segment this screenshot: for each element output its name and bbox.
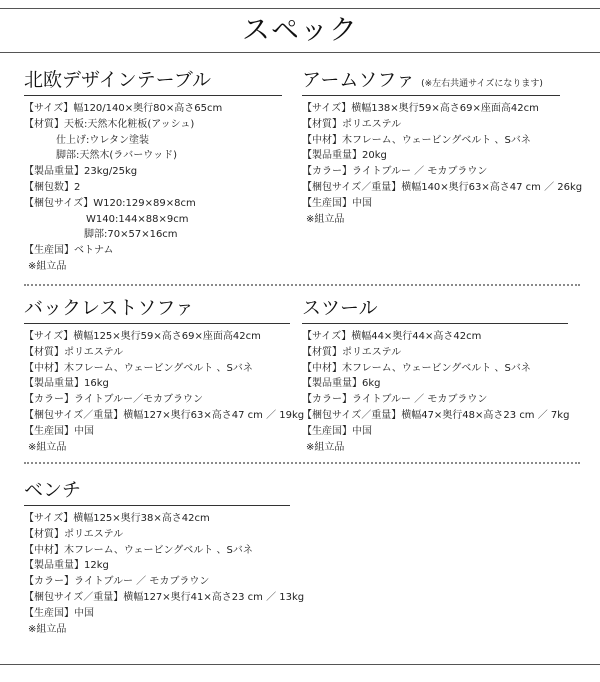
spec-section-table bbox=[24, 68, 282, 275]
spec-value: ポリエステル bbox=[342, 118, 402, 130]
spec-row-origin bbox=[302, 424, 568, 440]
spec-row-pack bbox=[24, 196, 282, 212]
spec-row-inner bbox=[302, 361, 568, 377]
spec-value: 木フレーム、ウェービングベルト 、Sバネ bbox=[64, 544, 253, 556]
dotted-divider bbox=[24, 284, 580, 286]
spec-value: 横幅138×奥行59×高さ69×座面高42cm bbox=[351, 103, 539, 114]
section-title: 北欧デザインテーブル bbox=[24, 69, 211, 91]
spec-label: 【サイズ】 bbox=[302, 103, 352, 114]
spec-label: 【生産国】 bbox=[24, 607, 74, 619]
spec-value: 中国 bbox=[352, 197, 372, 209]
spec-label: 【梱包サイズ／重量】 bbox=[24, 409, 124, 421]
spec-label: 【製品重量】 bbox=[24, 560, 84, 572]
spec-row-material bbox=[24, 345, 290, 361]
top-border bbox=[0, 8, 600, 9]
spec-value: 木フレーム、ウェービングベルト 、Sバネ bbox=[342, 134, 531, 146]
spec-row-weight bbox=[302, 148, 560, 164]
spec-row-size bbox=[302, 101, 560, 117]
spec-value: 横幅47×奥行48×高さ23 cm ／ 7kg bbox=[401, 409, 570, 421]
spec-label: 【生産国】 bbox=[302, 425, 352, 437]
section-title: スツール bbox=[302, 297, 378, 319]
section-rule bbox=[302, 323, 568, 324]
spec-label: 【生産国】 bbox=[24, 425, 74, 437]
spec-value: ライトブルー ／ モカブラウン bbox=[74, 576, 210, 588]
spec-row-size bbox=[24, 329, 290, 345]
spec-row-color bbox=[302, 392, 568, 408]
spec-value: ライトブルー／モカブラウン bbox=[74, 394, 203, 406]
spec-row-color bbox=[24, 574, 290, 590]
spec-value: ポリエステル bbox=[342, 346, 402, 358]
spec-row-legs: 脚部:天然木(ラバーウッド) bbox=[56, 150, 177, 162]
spec-value: 23kg/25kg bbox=[84, 166, 138, 178]
spec-value: 木フレーム、ウェービングベルト 、Sバネ bbox=[64, 362, 253, 374]
spec-row-color bbox=[24, 392, 290, 408]
spec-label: 【サイズ】 bbox=[302, 331, 352, 342]
title-divider bbox=[0, 52, 600, 53]
spec-label: 【梱包サイズ】 bbox=[24, 197, 94, 209]
spec-value: W120:129×89×8cm bbox=[93, 197, 196, 209]
spec-row-size bbox=[302, 329, 568, 345]
spec-row-inner bbox=[24, 543, 290, 559]
spec-value: 6kg bbox=[362, 378, 381, 390]
spec-label: 【中材】 bbox=[302, 134, 342, 146]
spec-value: 横幅125×奥行38×高さ42cm bbox=[73, 513, 210, 524]
spec-label: 【中材】 bbox=[302, 362, 342, 374]
section-rule bbox=[24, 95, 282, 96]
spec-row-material bbox=[302, 117, 560, 133]
spec-value: 横幅125×奥行59×高さ69×座面高42cm bbox=[73, 331, 261, 342]
spec-value: ベトナム bbox=[74, 245, 114, 257]
spec-row-inner bbox=[24, 361, 290, 377]
spec-row-pack bbox=[24, 590, 305, 606]
spec-row-pack-2: W140:144×88×9cm bbox=[86, 213, 189, 225]
spec-row-pack-3: 脚部:70×57×16cm bbox=[84, 229, 178, 241]
spec-label: 【材質】 bbox=[302, 118, 342, 130]
spec-row-size bbox=[24, 511, 290, 527]
section-header bbox=[24, 478, 290, 502]
spec-label: 【カラー】 bbox=[302, 166, 352, 178]
spec-label: 【材質】 bbox=[302, 346, 342, 358]
spec-value: ポリエステル bbox=[64, 528, 124, 540]
spec-label: 【サイズ】 bbox=[24, 513, 74, 524]
spec-label: 【梱包サイズ／重量】 bbox=[302, 181, 402, 193]
spec-row-color bbox=[302, 164, 560, 180]
spec-note: ※組立品 bbox=[306, 441, 345, 453]
spec-label: 【製品重量】 bbox=[302, 150, 362, 162]
spec-value: 横幅140×奥行63×高さ47 cm ／ 26kg bbox=[401, 181, 583, 193]
bottom-border bbox=[0, 664, 600, 665]
spec-section-bench bbox=[24, 478, 305, 637]
spec-value: 12kg bbox=[84, 560, 109, 572]
spec-value: 横幅44×奥行44×高さ42cm bbox=[351, 331, 482, 342]
spec-label: 【カラー】 bbox=[24, 576, 74, 588]
section-rule bbox=[24, 323, 290, 324]
section-header bbox=[24, 296, 290, 320]
spec-row-weight bbox=[24, 376, 290, 392]
spec-value: 16kg bbox=[84, 378, 109, 390]
spec-note: ※組立品 bbox=[28, 441, 67, 453]
spec-row-inner bbox=[302, 133, 560, 149]
spec-row-finish: 仕上げ:ウレタン塗装 bbox=[56, 134, 149, 146]
spec-label: 【材質】 bbox=[24, 346, 64, 358]
spec-label: 【サイズ】 bbox=[24, 331, 74, 342]
spec-row-pack bbox=[302, 180, 583, 196]
spec-note: ※組立品 bbox=[306, 213, 345, 225]
spec-value: 中国 bbox=[74, 607, 94, 619]
spec-label: 【梱包数】 bbox=[24, 181, 74, 193]
spec-section-arm-sofa bbox=[302, 68, 583, 227]
spec-value: 木フレーム、ウェービングベルト 、Sバネ bbox=[342, 362, 531, 374]
spec-label: 【サイズ】 bbox=[24, 103, 74, 114]
spec-row-material bbox=[302, 345, 568, 361]
spec-value: 横幅127×奥行63×高さ47 cm ／ 19kg bbox=[123, 409, 305, 421]
spec-value: 天板:天然木化粧板(アッシュ) bbox=[64, 118, 195, 130]
section-header bbox=[24, 68, 282, 92]
section-title: アームソファ bbox=[302, 69, 416, 91]
spec-value: ライトブルー ／ モカブラウン bbox=[352, 166, 488, 178]
spec-label: 【カラー】 bbox=[302, 394, 352, 406]
section-subtitle: (※左右共通サイズになります) bbox=[421, 79, 543, 89]
spec-value: 幅120/140×奥行80×高さ65cm bbox=[73, 103, 223, 114]
spec-label: 【材質】 bbox=[24, 118, 64, 130]
spec-label: 【中材】 bbox=[24, 544, 64, 556]
spec-row-size bbox=[24, 101, 282, 117]
spec-label: 【生産国】 bbox=[24, 245, 74, 257]
spec-value: 2 bbox=[74, 181, 81, 193]
spec-label: 【製品重量】 bbox=[302, 378, 362, 390]
section-header bbox=[302, 68, 560, 92]
dotted-divider bbox=[24, 462, 580, 464]
spec-row-pack bbox=[24, 408, 305, 424]
spec-value: 20kg bbox=[362, 150, 387, 162]
section-rule bbox=[302, 95, 560, 96]
spec-section-backrest-sofa bbox=[24, 296, 305, 455]
spec-label: 【中材】 bbox=[24, 362, 64, 374]
spec-value: 中国 bbox=[352, 425, 372, 437]
spec-section-stool bbox=[302, 296, 568, 455]
spec-row-material bbox=[24, 527, 290, 543]
spec-row-weight bbox=[302, 376, 568, 392]
spec-note: ※組立品 bbox=[28, 260, 67, 272]
spec-note: ※組立品 bbox=[28, 623, 67, 635]
spec-value: ライトブルー ／ モカブラウン bbox=[352, 394, 488, 406]
spec-label: 【梱包サイズ／重量】 bbox=[302, 409, 402, 421]
spec-row-origin bbox=[24, 243, 282, 259]
spec-label: 【生産国】 bbox=[302, 197, 352, 209]
spec-label: 【製品重量】 bbox=[24, 166, 84, 178]
section-title: バックレストソファ bbox=[24, 297, 195, 319]
spec-row-weight bbox=[24, 164, 282, 180]
section-header bbox=[302, 296, 568, 320]
spec-row-material bbox=[24, 117, 282, 133]
section-rule bbox=[24, 505, 290, 506]
spec-row-origin bbox=[302, 196, 560, 212]
spec-row-weight bbox=[24, 558, 290, 574]
spec-value: ポリエステル bbox=[64, 346, 124, 358]
spec-label: 【梱包サイズ／重量】 bbox=[24, 591, 124, 603]
spec-row-pack bbox=[302, 408, 568, 424]
spec-value: 横幅127×奥行41×高さ23 cm ／ 13kg bbox=[123, 591, 305, 603]
spec-label: 【カラー】 bbox=[24, 394, 74, 406]
page-title: スペック bbox=[241, 13, 358, 46]
spec-label: 【製品重量】 bbox=[24, 378, 84, 390]
section-title: ベンチ bbox=[24, 479, 82, 501]
spec-row-origin bbox=[24, 424, 290, 440]
spec-row-count bbox=[24, 180, 282, 196]
spec-row-origin bbox=[24, 606, 290, 622]
spec-value: 中国 bbox=[74, 425, 94, 437]
spec-label: 【材質】 bbox=[24, 528, 64, 540]
